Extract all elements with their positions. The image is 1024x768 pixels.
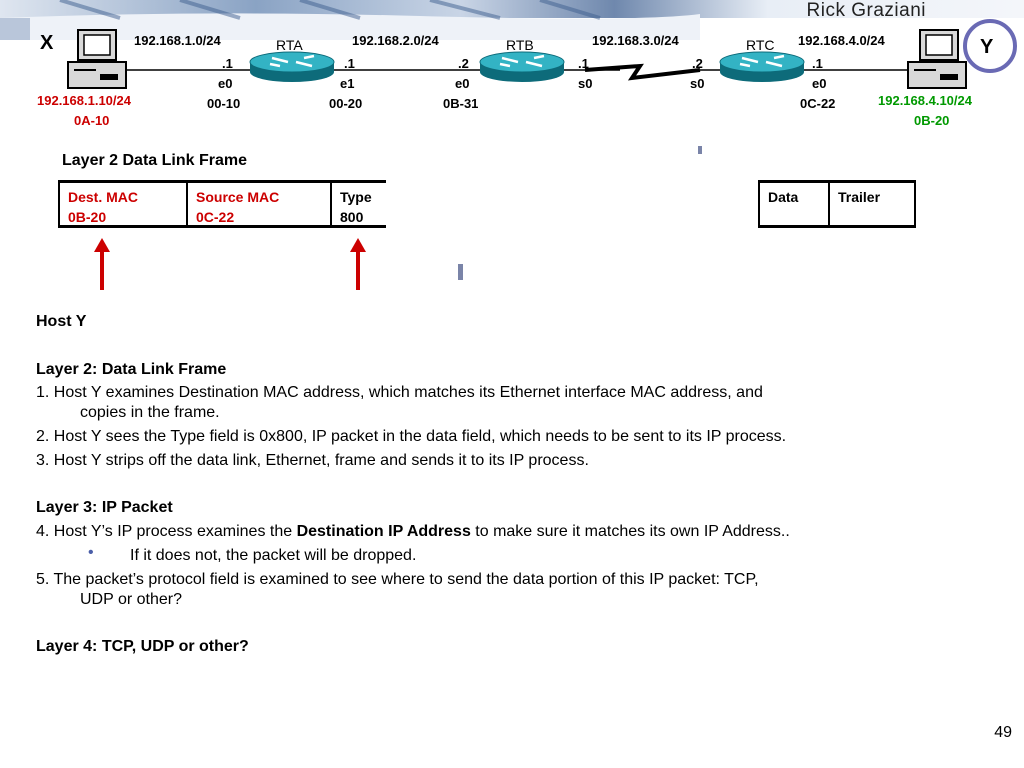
author-name: Rick Graziani — [806, 0, 926, 21]
rtc-s0-host: .2 — [692, 56, 703, 71]
host-x-mac: 0A-10 — [74, 113, 110, 128]
l2-item-3: 3. Host Y strips off the data link, Ethernet, frame and sends it to its IP process. — [36, 452, 589, 469]
router-rta-icon — [250, 52, 334, 82]
l3-item-4-post: to make sure it matches its own IP Address.. — [470, 523, 790, 540]
type-field — [332, 183, 388, 225]
rtc-e0-mac: 0C-22 — [800, 96, 836, 111]
subnet-label-3: 192.168.3.0/24 — [592, 33, 679, 48]
router-rtc-icon — [720, 52, 804, 82]
subnet-label-1: 192.168.1.0/24 — [134, 33, 221, 48]
l3-item-4-pre: 4. Host Y’s IP process examines the — [36, 523, 297, 540]
type-label: Type — [340, 189, 372, 205]
dest-mac-field — [60, 183, 186, 225]
dest-mac-value: 0B-20 — [68, 209, 107, 225]
source-mac-field — [188, 183, 330, 225]
l3-item-4 — [36, 522, 790, 541]
arrow-up-icon — [346, 238, 370, 292]
rta-e0-host: .1 — [222, 56, 233, 71]
router-name-rtc: RTC — [746, 37, 775, 53]
data-label: Data — [768, 189, 799, 205]
router-name-rtb: RTB — [506, 37, 534, 53]
host-x-ip: 192.168.1.10/24 — [37, 93, 131, 108]
l3-bullet: If it does not, the packet will be dropped. — [130, 547, 417, 564]
bullet-icon: • — [88, 544, 94, 561]
diagram-mark — [698, 146, 702, 154]
l2-item-2: 2. Host Y sees the Type field is 0x800, IP packet in the data field, which needs to be sent to its IP process. — [36, 428, 787, 445]
rtb-e0-host: .2 — [458, 56, 469, 71]
rtb-s0-host: .1 — [578, 56, 589, 71]
dest-mac-label: Dest. MAC — [68, 189, 139, 205]
rtc-e0-iface: e0 — [812, 76, 827, 91]
rtb-s0-iface: s0 — [578, 76, 593, 91]
computer-x-icon — [68, 30, 126, 88]
serial-link-icon — [585, 66, 700, 78]
subnet-label-2: 192.168.2.0/24 — [352, 33, 439, 48]
source-mac-label: Source MAC — [196, 189, 280, 205]
source-mac-value: 0C-22 — [196, 209, 235, 225]
rtc-s0-iface: s0 — [690, 76, 705, 91]
host-x-label: X — [40, 32, 54, 54]
frame-trailer-part — [758, 180, 916, 228]
l2-heading: Layer 2: Data Link Frame — [36, 361, 227, 378]
rta-e1-iface: e1 — [340, 76, 355, 91]
host-y-label: Y — [980, 36, 994, 58]
rtb-e0-mac: 0B-31 — [443, 96, 479, 111]
frame-title: Layer 2 Data Link Frame — [62, 152, 247, 169]
rtc-e0-host: .1 — [812, 56, 823, 71]
frame-header — [58, 180, 386, 228]
data-field — [760, 183, 828, 225]
arrow-up-icon — [90, 238, 114, 292]
l4-heading: Layer 4: TCP, UDP or other? — [36, 638, 249, 655]
trailer-field — [830, 183, 914, 225]
host-y-mac: 0B-20 — [914, 113, 950, 128]
slide-number: 49 — [994, 724, 1012, 741]
computer-y-icon — [908, 30, 966, 88]
l3-item-5-cont: UDP or other? — [80, 591, 182, 608]
rta-e1-host: .1 — [344, 56, 355, 71]
rta-e1-mac: 00-20 — [329, 96, 363, 111]
l2-item-1: 1. Host Y examines Destination MAC address, which matches its Ethernet interface MAC address, and — [36, 384, 763, 401]
l3-item-5: 5. The packet’s protocol field is examined to see where to send the data portion of this IP packet: TCP, — [36, 571, 759, 588]
trailer-label: Trailer — [838, 189, 881, 205]
diagram-mark — [458, 264, 463, 280]
l3-item-4-bold: Destination IP Address — [296, 523, 471, 540]
l3-heading: Layer 3: IP Packet — [36, 499, 173, 516]
rta-e0-iface: e0 — [218, 76, 233, 91]
host-heading: Host Y — [36, 313, 87, 330]
rta-e0-mac: 00-10 — [207, 96, 241, 111]
l2-item-1-cont: copies in the frame. — [80, 404, 220, 421]
router-rtb-icon — [480, 52, 564, 82]
subnet-label-4: 192.168.4.0/24 — [798, 33, 885, 48]
type-value: 800 — [340, 209, 364, 225]
router-name-rta: RTA — [276, 37, 303, 53]
rtb-e0-iface: e0 — [455, 76, 470, 91]
network-diagram — [0, 0, 1024, 140]
host-y-ip: 192.168.4.10/24 — [878, 93, 972, 108]
